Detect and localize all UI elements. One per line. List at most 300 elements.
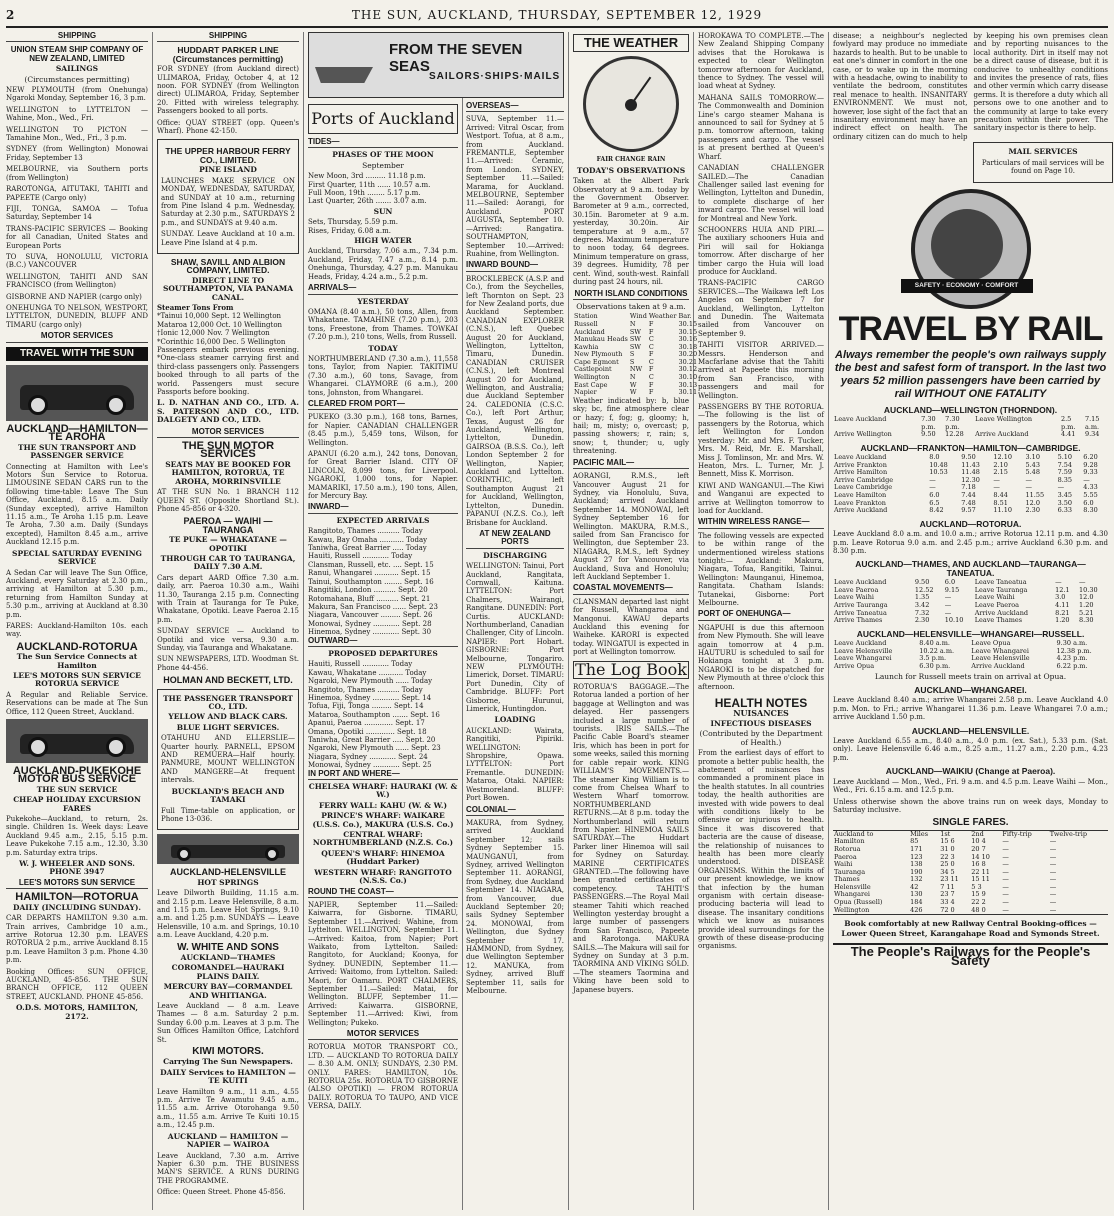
- mercury: MERCURY BAY—CORMANDEL AND WHITIANGA.: [163, 982, 293, 1000]
- departure-row: Apanui, Paeroa ............. Sept. 17: [308, 719, 425, 728]
- table-cell: 9.30 a.m.: [1056, 639, 1088, 648]
- table-cell: 6.5: [929, 498, 940, 507]
- table-cell: Auckland to: [834, 829, 874, 838]
- timetable-note: Full Time-table on application, or Phone 13-036.: [161, 806, 295, 823]
- table-cell: —: [1002, 882, 1009, 891]
- expected-row: Rangitiki, London .......... Sept. 20: [308, 586, 428, 595]
- cleared-header: CLEARED FROM PORT—: [308, 400, 458, 410]
- round-coast-text: NAPIER, September 11.—Sailed: Kaiwarra, for Gisborne. TIMARU, September 11.—Arrived: Wahine, from Lyttelton. WELLINGTON, September 11.—Arrived: Kaitoa, from Napier; Port Waikato, from Lyttelton. Sailed: Rangitoto, for Auckland; Koonya, for Sydney. DUNEDIN, September 11.—Arrived: Waitomo, from Lyttelton. Sailed: Maori, for Oamaru. PORT CHALMERS, September 11.—Sailed: Matai, for Wellington. BLUFF, September 11.—Arrived: Kaiwarra. GISBORNE, September 11.—Arrived: Kiwi, from Wellington; Pukeko.: [308, 900, 458, 1027]
- table-cell: 4.33: [1083, 483, 1098, 492]
- table-cell: 23 7: [940, 890, 955, 899]
- table-cell: C: [648, 335, 654, 344]
- table-cell: —: [1049, 867, 1057, 876]
- shipping-note: HOROKAWA TO COMPLETE.—The New Zealand Shipping Company advises that the Horokawa is expected to clear Wellington tomorrow afternoon for Auckland, thence to Sydney. The vessel will load wheat at Sydney.: [698, 32, 824, 91]
- table-cell: 130: [910, 890, 923, 899]
- wharf-row: WESTERN WHARF: RANGITOTO (N.S.S. Co.): [314, 867, 452, 886]
- round-coast-header: ROUND THE COAST—: [308, 888, 458, 898]
- barometer-icon: [583, 56, 679, 152]
- sailing-line: TRANS-PACIFIC SERVICES — Booking for all Canadian, United States and European Ports: [6, 224, 148, 250]
- table-cell: 8.0: [929, 453, 940, 462]
- high-water-header: HIGH WATER: [354, 236, 412, 246]
- route-header: AUCKLAND—WELLINGTON (THORNDON).: [883, 404, 1058, 415]
- table-cell: Kawhia: [574, 342, 599, 351]
- table-cell: 8.30: [1079, 616, 1094, 625]
- shaw-text: Passengers embark previous evening. *One-class steamer carrying first and third-class passengers only. Passengers booked through to all parts of the world. Passengers must secure Passports before booking.: [157, 346, 299, 397]
- table-cell: W: [629, 380, 637, 389]
- column-1: [6, 32, 148, 1210]
- table-cell: p.m.: [945, 422, 960, 431]
- white-title: W. WHITE AND SONS: [177, 941, 279, 953]
- seven-seas-banner: [308, 32, 564, 98]
- wharf-row: FERRY WALL: KAHU (W. & W.): [318, 800, 448, 810]
- helensville-sub: HOT SPRINGS: [197, 877, 259, 887]
- special-text: A Sedan Car will leave The Sun Office, Auckland, every Saturday at 2.30 p.m., arriving at Hamilton at 5.30 p.m., returning from Hamilton Sunday at 5.30 p.m., arriving at Auckland at 8.30 p.m.: [6, 568, 148, 619]
- table-cell: F: [648, 380, 654, 389]
- table-cell: —: [1049, 852, 1057, 861]
- table-cell: —: [1002, 875, 1009, 884]
- table-cell: 11.48: [961, 468, 980, 477]
- arrivals-header: ARRIVALS—: [308, 284, 458, 294]
- table-cell: Russell: [574, 319, 598, 328]
- booking-note: Book comfortably at new Railway Central Booking-offices — Lower Queen Street, Karangahape Road and Symonds Street.: [841, 919, 1100, 939]
- table-cell: 48 0: [971, 905, 986, 914]
- wheeler-line: W. J. WHEELER AND SONS. PHONE 3947: [19, 859, 135, 877]
- sun-motor-addr: AT THE SUN No. 1 BRANCH 112 QUEEN ST. (Opposite Shortland St.). Phone 45-856 or 4-320.: [157, 488, 299, 513]
- railway-emblem-icon: [911, 189, 1031, 309]
- table-cell: 184: [910, 898, 923, 907]
- north-island-sub: Observations taken at 9 a.m.: [576, 301, 686, 311]
- route-header: AUCKLAND—THAMES, AND AUCKLAND—TAURANGA—TANEATUA.: [855, 559, 1086, 578]
- table-cell: C: [648, 357, 654, 366]
- table-cell: S: [629, 350, 635, 359]
- forecast-key: Weather indicated by: b, blue sky; bc, fine atmosphere clear or hazy; f, fog; g, gloomy; h, hail; m, misty; o, overcast; p, passing showers; r, rain; s, snow; t, thunder; u, ugly threatening.: [573, 396, 689, 456]
- table-cell: 2.30: [914, 616, 930, 625]
- table-cell: 31 0: [940, 844, 955, 853]
- cleared-today: APANUI (6.20 a.m.), 242 tons, Donovan, for Great Barrier Island. CITY OF LINCOLN, 8,099 tons, for Liverpool. NGAROKI, 1,000 tons, for Napier. MAMARIKI, 17.50 a.m.), 190 tons, Allen, for Mercury Bay.: [308, 450, 458, 501]
- overseas-header: OVERSEAS—: [466, 102, 564, 112]
- route-text: Leave Auckland 8.0 a.m. and 10.0 a.m.; arrive Rotorua 12.11 p.m. and 4.30 p.m. Leave Rotorua 9.0 a.m. and 2.45 p.m.; arrive Auckland 6.30 p.m. and 8.30 p.m.: [833, 530, 1108, 556]
- nuisances-header: NUISANCES: [733, 708, 789, 719]
- table-cell: 25 0: [940, 860, 955, 869]
- lees-header: LEE'S MOTORS SUN SERVICE ROTORUA SERVICE: [13, 670, 141, 689]
- tides-header: TIDES—: [308, 138, 458, 148]
- column-rule: [152, 32, 153, 1210]
- table-cell: —: [1049, 837, 1057, 846]
- table-cell: Leave Waihi: [834, 593, 874, 602]
- route-subtitle: DAILY (INCLUDING SUNDAY).: [12, 902, 142, 912]
- union-title: UNION STEAM SHIP COMPANY OF NEW ZEALAND, LIMITED: [10, 45, 144, 63]
- column-6: [698, 32, 824, 1210]
- emblem-banner: SAFETY · ECONOMY · COMFORT: [901, 279, 1033, 293]
- table-cell: 30.20: [678, 350, 698, 359]
- napier-text: Leave Auckland, 7.30 a.m. Arrive Napier 6.30 p.m. THE BUSINESS MAN'S SERVICE. A RUNS DURING THE PROGRAMME.: [157, 1151, 299, 1185]
- table-cell: Arrive Tauranga: [834, 601, 888, 610]
- health-continued: disease; a neighbour's neglected fowlyard may produce no immediate hazards to health. But to be unable to eat one's dinner in comfort in the one case, or to wake up in the morning with a headache, owing to inability to ventilate the bedroom, constitutes real menace to health. INSANITARY ENVIRONMENT. We must not, however, lose sight of the fact that an insanitary environment may have an indirect effect on health. The ordinary citizen can do much to help by keeping his own premises clean and by reporting nuisances to the local authority. Dirt in itself may not be a direct cause of disease, but it is conducive to unhealthy conditions and invites the presence of rats, flies and other vermin which carry disease germs. It is therefore a duty which all persons owe to one another and to the community at large to take every precaution within their power. The sanitary inspector is there to help.: [833, 32, 1108, 141]
- inport-header: IN PORT AND WHERE—: [308, 770, 458, 780]
- table-cell: 5.43: [1025, 460, 1040, 469]
- masthead: [6, 4, 1108, 28]
- coastal-text: CLANSMAN departed last night for Russell, Whangaroa and Mangonui. KAWAU departs Auckland this evening for Waiheke. KARORI is expected today. WINGATUI is expected in port at Wellington tomorrow.: [573, 597, 689, 657]
- pine-text: LAUNCHES MAKE SERVICE ON MONDAY, WEDNESDAY, SATURDAY, and SUNDAY at 10 a.m., returning from Pine Island 4 p.m. Wednesday, Saturday at 2.30 p.m., SATURDAYS 2 p.m., and SUNDAYS at 9.40 a.m.: [161, 176, 295, 227]
- table-cell: 7.15: [1084, 414, 1100, 423]
- table-cell: 2.10: [993, 460, 1008, 469]
- table-cell: 3.45: [1057, 491, 1073, 500]
- phases-header: PHASES OF THE MOON: [332, 150, 434, 160]
- agents: L. D. NATHAN AND CO., LTD. A. S. PATERSON AND CO., LTD. DALGETY AND CO., LTD.: [157, 398, 299, 425]
- helensville-text: Leave Dilworth Building, 11.15 a.m. and 2.15 p.m. Leave Helensville, 8 a.m. and 1.15 p.m. Leave Hot Springs, 9.10 a.m. and 1.25 p.m. SUNDAYS — Leave Helensville, 10 a.m. and Springs, 10.10 a.m. Leave Auckland, 4.20 p.m.: [157, 889, 299, 940]
- infectious-header: INFECTIOUS DISEASES: [710, 718, 812, 728]
- cheap-header: CHEAP HOLIDAY EXCURSION FARES: [13, 795, 141, 813]
- table-cell: 4.11: [1055, 601, 1070, 610]
- health-notes-title: HEALTH NOTES: [714, 696, 808, 711]
- route-header: AUCKLAND—ROTORUA.: [919, 518, 1022, 529]
- table-cell: 8.35: [1057, 475, 1073, 484]
- table-cell: N: [629, 319, 636, 328]
- buckland: BUCKLAND'S BEACH AND TAMAKI: [171, 786, 285, 805]
- table-cell: NW: [629, 365, 643, 374]
- outward-header: OUTWARD—: [308, 637, 458, 647]
- table-cell: SW: [629, 327, 641, 336]
- high-water-text: Auckland, Thursday, 7.06 a.m., 7.34 p.m. Auckland, Friday, 7.47 a.m., 8.14 p.m. Onehunga, Thursday, 4.27 p.m. Manukau Heads, Friday, 4.24 a.m., 5.2 p.m.: [308, 247, 458, 281]
- table-cell: Leave Helensville: [971, 654, 1030, 663]
- steamer-header: Steamer Tons From: [157, 302, 234, 312]
- table-row: [833, 617, 1108, 625]
- table-cell: Station: [574, 312, 598, 321]
- table-cell: 132: [910, 875, 923, 884]
- sun-line: Sets, Thursday, 5.59 p.m.: [308, 218, 398, 227]
- table-cell: —: [1002, 844, 1009, 853]
- table-cell: Napier: [574, 388, 597, 397]
- sailing-line: ONEHUNGA TO NELSON, WESTPORT, LYTTELTON, DUNEDIN, BLUFF AND TIMARU (cargo only): [6, 303, 148, 329]
- table-cell: Leave Helensville: [834, 646, 893, 655]
- shipping-note: MAHANA SAILS TOMORROW.—The Commonwealth and Dominion Line's cargo steamer Mahana is announced to sail for Sydney at 5 p.m. tomorrow afternoon, taking passengers and cargo. The vessel is at present berthed at Queen's Wharf.: [698, 93, 824, 161]
- table-cell: 9.50: [961, 453, 976, 462]
- table-cell: Arrive Auckland: [975, 430, 1029, 439]
- bus-illustration: [157, 834, 299, 864]
- table-cell: 7.59: [1057, 468, 1073, 477]
- departure-row: Rangitoto, Thames .......... Today: [308, 685, 423, 694]
- expected-row: Kawau, Bay Omaha ........... Today: [308, 535, 428, 544]
- column-5: [573, 32, 698, 1210]
- shaw-title: SHAW, SAVILL AND ALBION COMPANY, LIMITED.: [170, 256, 286, 276]
- ods-line: O.D.S. MOTORS, HAMILTON, 2172.: [16, 1003, 138, 1021]
- table-cell: SW: [629, 342, 641, 351]
- table-cell: —: [1049, 860, 1057, 869]
- huddart-title: HUDDART PARKER LINE (Circumstances permitting): [172, 45, 284, 64]
- table-cell: 10.30: [1079, 585, 1098, 594]
- table-cell: Arrive Opua: [834, 662, 875, 671]
- stations-table: [573, 313, 698, 397]
- table-cell: 4.41: [1060, 430, 1076, 439]
- table-cell: 22 11: [971, 867, 990, 876]
- table-cell: 20 7: [971, 844, 986, 853]
- table-row: [573, 389, 698, 397]
- table-cell: 5.21: [1079, 608, 1094, 617]
- table-cell: Arrive Auckland: [974, 608, 1029, 617]
- expected-row: Tainui, Southampton ........ Sept. 16: [308, 577, 434, 586]
- kiwi-text: Leave Hamilton 9 a.m., 11 a.m., 4.55 p.m. Arrive Te Awamutu 9.45 a.m., 11.55 a.m. Arrive Otorohanga 9.50 a.m., 11.55 a.m. Arrive Te Kuiti 10.15 a.m., 12.45 p.m.: [157, 1087, 299, 1130]
- proposed-header: PROPOSED DEPARTURES: [328, 648, 438, 658]
- table-cell: Waihi: [834, 860, 853, 869]
- table-cell: Twelve-trip: [1049, 829, 1087, 838]
- table-cell: —: [1049, 898, 1057, 907]
- table-cell: Leave Auckland: [834, 414, 887, 423]
- table-cell: 9.34: [1084, 430, 1100, 439]
- table-cell: Rotorua: [834, 844, 861, 853]
- blue-light: BLUE LIGHT SERVICES.: [176, 722, 280, 732]
- table-cell: 9.50: [914, 578, 930, 587]
- services-footer: Office: Queen Street. Phone 45-856.: [157, 1188, 286, 1197]
- wharf-row: QUEEN'S WHARF: HINEMOA (Huddart Parker): [321, 848, 445, 867]
- paeroa-sub: TE PUKE — WHAKATANE — OPOTIKI: [169, 535, 287, 553]
- table-cell: Bar.: [678, 312, 692, 321]
- table-cell: 22 2: [971, 898, 986, 907]
- table-cell: Leave Opua: [971, 639, 1011, 648]
- table-cell: 2.5: [1060, 414, 1072, 423]
- table-cell: 3.50: [1057, 498, 1073, 507]
- table-row: [833, 663, 1108, 671]
- single-fares-header: SINGLE FARES.: [932, 817, 1009, 829]
- table-cell: Leave Whangarei: [834, 654, 892, 663]
- expected-row: Taniwha, Great Barrier ..... Today: [308, 544, 427, 553]
- table-cell: 30.21: [678, 357, 698, 366]
- expected-row: Monowai, Sydney ............ Sept. 28: [308, 619, 432, 628]
- table-cell: —: [1083, 475, 1090, 484]
- table-cell: 7 11: [940, 882, 955, 891]
- table-cell: 6.0: [929, 491, 940, 500]
- rotorua-motor-text: ROTORUA MOTOR TRANSPORT CO., LTD. — AUCKLAND TO ROTORUA DAILY — 8.30 A.M. ONLY; SUNDAYS, 2.30 P.M. ONLY. FARES: HAMILTON, 10s. ROTORUA 25s. ROTORUA TO GISBORNE (ALSO OPOTIKI) — FROM ROTORUA DAILY. ROTORUA TO TAUPO, AND VICE VERSA, DAILY.: [308, 1043, 458, 1111]
- table-cell: Wellington: [834, 905, 870, 914]
- through-text: Cars depart AARD Office 7.30 a.m. daily, arr. Paeroa 10.30 a.m., Waihi 11.30, Tauranga 2.15 p.m. Connecting with Train at Tauranga for Te Puke, Whakatane, Opotiki. Leave Paeroa 2.15 p.m.: [157, 573, 299, 624]
- contributed-note: (Contributed by the Department of Health.): [699, 729, 823, 747]
- sailing-line: WELLINGTON, TAHITI AND SAN FRANCISCO (from Wellington): [6, 272, 148, 290]
- route-subtitle: The Sun Service Connects at Hamilton: [16, 652, 138, 670]
- table-cell: Leave Wellington: [975, 414, 1033, 423]
- table-cell: —: [1002, 860, 1009, 869]
- table-cell: W: [629, 388, 637, 397]
- table-cell: Leave Waihi: [974, 593, 1015, 602]
- route-title: HAMILTON—ROTORUA: [15, 891, 139, 904]
- table-cell: 11.55: [1025, 491, 1045, 500]
- table-cell: 9.33: [1083, 468, 1098, 477]
- table-cell: 9.28: [1083, 460, 1098, 469]
- table-cell: —: [1049, 844, 1057, 853]
- table-cell: 10 4: [971, 837, 986, 846]
- table-cell: 8.21: [1055, 608, 1070, 617]
- loading-header: LOADING: [494, 715, 536, 725]
- table-cell: 6.20: [1083, 453, 1098, 462]
- table-cell: Leave Taneatua: [974, 578, 1027, 587]
- route-title: AUCKLAND—HAMILTON—TE AROHA: [6, 423, 148, 444]
- table-cell: F: [648, 350, 654, 359]
- shipping-note: CANADIAN CHALLENGER SAILED.—The Canadian Challenger sailed last evening for Wellington, Lyttelton and Dunedin, to complete discharge of her inward cargo. The vessel will load for Montreal and New York.: [698, 164, 824, 223]
- arrivals-text: OMANA (8.40 a.m.), 50 tons, Allen, from Whakatane. TAMAHINE (7.20 p.m.), 203 tons, Freestone, from Thames. TOWKAI (7.20 p.m.), 210 tons, Wells, from Russell.: [308, 307, 458, 342]
- table-cell: Leave Hamilton: [834, 491, 887, 500]
- table-cell: 30.13: [678, 380, 698, 389]
- table-cell: —: [1049, 890, 1057, 899]
- table-cell: p.m.: [921, 422, 936, 431]
- departure-row: Ngaroki, New Plymouth ...... Sept. 23: [308, 744, 441, 753]
- table-cell: Fifty-trip: [1002, 829, 1032, 838]
- table-cell: Arrive Frankton: [834, 460, 887, 469]
- column-rule: [462, 32, 463, 1210]
- table-cell: Arrive Cambridge: [834, 475, 894, 484]
- section-header: SHIPPING: [6, 32, 148, 42]
- inward-bound-header: INWARD BOUND—: [466, 261, 564, 271]
- column-rule: [568, 32, 569, 1210]
- sailing-line: NEW PLYMOUTH (from Onehunga) Ngaroki Monday, September 16, 3 p.m.: [6, 86, 148, 103]
- column-4: [466, 102, 564, 1210]
- onehunga-text: NGAPUHI is due this afternoon from New Plymouth. She will leave again tomorrow at 4 p.m. HAUTURU is scheduled to sail for Hokianga tonight at 3 p.m. NGAROKI is to be dispatched for New Plymouth at three o'clock this afternoon.: [698, 623, 824, 691]
- table-cell: 7.32: [914, 608, 930, 617]
- huddart-office: Office: QUAY STREET (opp. Queen's Wharf). Phone 42-150.: [157, 118, 299, 136]
- wireless-text: The following vessels are expected to be within range of the undermentioned wireless stations tonight:— Auckland: Makura, Niagara, Tofua, Rangitiki, Tainui. Wellington: Maunganui, Hinemoa, Rangitata. Chatham Islands: Tutanekai, Gisborne: Port Melbourne.: [698, 531, 824, 607]
- route-subtitle: THE SUN TRANSPORT AND PASSENGER SERVICE: [18, 442, 136, 461]
- table-cell: 8.51: [993, 498, 1008, 507]
- table-cell: Cape Egmont: [574, 357, 619, 366]
- mail-services-text: Particulars of mail services will be found on Page 10.: [981, 158, 1105, 176]
- table-cell: 10.53: [929, 468, 948, 477]
- car-illustration: [6, 365, 148, 421]
- fares-text: FARES: Auckland-Hamilton 10s. each way.: [6, 621, 148, 639]
- table-cell: —: [1055, 578, 1062, 587]
- table-cell: —: [1002, 852, 1009, 861]
- table-cell: 33 4: [940, 898, 955, 907]
- table-cell: Manukau Heads: [574, 335, 628, 344]
- table-cell: 8.30: [1083, 506, 1098, 515]
- table-cell: 30.18: [678, 342, 698, 351]
- route-note: Launch for Russell meets train on arrival at Opua.: [874, 671, 1067, 681]
- today-label: TODAY: [368, 343, 398, 353]
- table-cell: 171: [910, 844, 923, 853]
- timetable: [833, 454, 1108, 515]
- pacific-mail-text: AORANGI, R.M.S., left Vancouver August 21 for Sydney, via Honolulu, Suva, Auckland; arrived Auckland September 14. MONOWAI, left Sydney September 16 for Wellington. MAKURA, R.M.S., sailed from San Francisco for Wellington, due September 23. NIAGARA, R.M.S., left Sydney August 27 for Vancouver, via Auckland, Suva and Honolulu; left Auckland September 1.: [573, 472, 689, 581]
- table-cell: 6.30 p.m.: [919, 662, 951, 671]
- holman-title: HOLMAN AND BECKETT, LTD.: [163, 675, 293, 686]
- at-nz-text: WELLINGTON: Tainui, Port Auckland, Rangitata, Cornwall, Kaituna. LYTTELTON: Port Chalmers, Wairangi, Rangitane. DUNEDIN: Port Curtis. AUCKLAND: Northumberland, Canadian Challenger, City of Lincoln. NAPIER: Port Hobart. GISBORNE: Port Melbourne, Tongariro. NEW PLYMOUTH: Limerick, Dorset. TIMARU: Port Dunedin, City of Cambridge. BLUFF: Port Gisborne, Hurunui, Limerick, Huntingdon.: [466, 562, 564, 714]
- table-cell: —: [1002, 905, 1009, 914]
- departure-row: Mataroa, Southampton ....... Sept. 16: [308, 710, 440, 719]
- sun-header: SUN: [373, 206, 393, 216]
- timetable: [833, 416, 1108, 439]
- table-cell: Auckland: [574, 327, 605, 336]
- table-cell: —: [1002, 890, 1009, 899]
- departure-row: Kawau, Whakatane ........... Today: [308, 668, 427, 677]
- travel-banner: TRAVEL WITH THE SUN: [6, 347, 148, 361]
- barometer-label: FAIR CHANGE RAIN: [596, 156, 666, 164]
- observations-header: TODAY'S OBSERVATIONS: [576, 165, 686, 175]
- mail-services-header: MAIL SERVICES: [1008, 147, 1078, 157]
- coastal-header: COASTAL MOVEMENTS—: [573, 584, 689, 594]
- table-cell: 7.30: [921, 414, 936, 423]
- route-subtitle: THE SUN SERVICE: [36, 784, 118, 794]
- steamer-row: *Corinthic 16,000 Dec. 5 Wellington: [157, 337, 286, 346]
- table-cell: 12.0: [1079, 593, 1094, 602]
- table-cell: New Plymouth: [574, 350, 623, 359]
- table-cell: 23 11: [940, 875, 959, 884]
- table-cell: —: [1025, 483, 1032, 492]
- table-cell: Arrive Auckland: [971, 662, 1025, 671]
- table-cell: 1.20: [1079, 601, 1094, 610]
- colonial-header: COLONIAL—: [466, 806, 564, 816]
- table-cell: Leave Thames: [974, 616, 1023, 625]
- table-cell: 12.52: [914, 585, 934, 594]
- table-cell: 5.48: [1025, 468, 1040, 477]
- table-cell: 6.0: [1083, 498, 1094, 507]
- table-cell: 1st: [940, 829, 951, 838]
- expected-row: Rangitoto, Thames .......... Today: [308, 527, 423, 536]
- inward-bound-text: BROCKLEBECK (A.S.P. and Co.), from the Seychelles, left Thornton on Sept. 23 for New Zealand ports, due Auckland September. CANADIAN EXPLORER (C.N.S.), left Quebec August 20 for Auckland, Wellington, Lyttelton, Timaru, Dunedin. CANADIAN CRUISER (C.N.S.), left Montreal August 20 for Auckland, Wellington, and Australia; due Auckland September 24. CALEDONIA (C.S.C. Co.), left Port Arthur, Texas, August 26 for Auckland, Wellington, Lyttelton, Dunedin. GAIRSOA (B.S.S. Co.), left London September 2 for Wellington, Napier, Auckland and Lyttelton. CORINTHIC, left Southampton August 21 for Auckland, Wellington, Lyttelton, Dunedin. PAPANUI (N.Z.S. Co.), left Brisbane for Auckland.: [466, 274, 564, 527]
- table-cell: Arrive Auckland: [834, 506, 888, 515]
- travel-by-rail-title: TRAVEL BY RAIL: [838, 309, 1103, 348]
- table-row: [833, 587, 1108, 595]
- rail-tagline: Always remember the people's own railways supply the best and safest form of transport. In the last two years 52 million passengers have been carried by rail WITHOUT ONE FATALITY: [834, 348, 1107, 400]
- direct-line: DIRECT LINE TO SOUTHAMPTON, VIA PANAMA CANAL.: [162, 275, 294, 302]
- table-cell: 85: [910, 837, 919, 846]
- table-cell: 14 10: [971, 852, 990, 861]
- route-header: AUCKLAND—WHANGAREI.: [914, 685, 1027, 696]
- table-cell: F: [648, 319, 654, 328]
- table-cell: SW: [629, 335, 641, 344]
- table-cell: 3.42: [914, 601, 930, 610]
- table-cell: Tauranga: [834, 867, 866, 876]
- sun-newspapers: SUN NEWSPAPERS, LTD. Woodman St. Phone 44-456.: [157, 655, 299, 672]
- route-text: Connecting at Hamilton with Lee's Motors Sun Service to Rotorua. LIMOUSINE SEDAN CARS run to the following time-table: Leave The Sun Office, Auckland, 8.15 a.m. Daily (Sunday excepted), arrive Hamilton 11.15 a.m., Te Aroha 1.15 p.m. Leave Te Aroha, 7.30 a.m. Daily (Sundays excepted), Hamilton 8.45 a.m., arrive Auckland 12.15 p.m.: [6, 462, 148, 547]
- colonial-text: MAKURA, from Sydney, arrived Auckland September 12; sails Sydney September 15. MAUNGANUI, from Sydney, arrived Wellington September 11. AORANGI, from Sydney, due Auckland September 14. NIAGARA, from Vancouver, due Auckland September 20; sails Sydney September 24. MONOWAI, from Wellington, due Sydney September 17. HAMMOND, from Sydney, due Wellington September 12. MANUKA, from Sydney, arrived Bluff September 11, sails for Melbourne.: [466, 818, 564, 996]
- table-row: [833, 907, 1108, 915]
- table-cell: 138: [910, 860, 923, 869]
- paeroa-title: PAEROA — WAIHI — TAURANGA: [183, 516, 273, 535]
- table-cell: 15 11: [971, 875, 990, 884]
- north-island-header: NORTH ISLAND CONDITIONS: [573, 290, 689, 300]
- table-cell: S: [629, 357, 635, 366]
- departure-row: Hinemoa, Sydney ............ Sept. 14: [308, 693, 432, 702]
- table-cell: 16 8: [971, 860, 986, 869]
- table-cell: Leave Whangarei: [971, 646, 1029, 655]
- table-cell: Paeroa: [834, 852, 857, 861]
- expected-row: Makura, San Francisco ...... Sept. 23: [308, 602, 438, 611]
- table-cell: 30.11: [678, 388, 698, 397]
- table-row: [833, 431, 1108, 439]
- table-cell: 8.44: [993, 491, 1008, 500]
- route-note: Unless otherwise shown the above trains run on week days, Monday to Saturday inclusive.: [833, 797, 1108, 814]
- column-rule: [693, 32, 694, 1210]
- route-header: AUCKLAND—FRANKTON—HAMILTON—CAMBRIDGE.: [860, 442, 1081, 453]
- at-nz-ports-header: AT NEW ZEALAND PORTS: [466, 530, 564, 549]
- wharf-row: CENTRAL WHARF: NORTHUMBERLAND (N.Z.S. Co.): [312, 830, 454, 848]
- table-cell: Leave Cambridge: [834, 483, 893, 492]
- kiwi-title: KIWI MOTORS.: [192, 1046, 264, 1058]
- table-cell: Leave Frankton: [834, 498, 886, 507]
- onehunga-header: PORT OF ONEHUNGA—: [698, 610, 824, 620]
- route-text: Leave Auckland — Mon., Wed., Fri. 9 a.m. and 4.5 p.m. Leave Waihi — Mon., Wed., Fri. 6.15 a.m. and 12.5 p.m.: [833, 777, 1108, 795]
- log-book-title: The Log Book: [573, 661, 689, 679]
- table-cell: 3.5 p.m.: [919, 654, 947, 663]
- table-cell: —: [1002, 867, 1009, 876]
- sun-motor-sub: SEATS MAY BE BOOKED FOR HAMILTON, ROTORUA, TE AROHA, MORRINSVILLE: [165, 459, 291, 486]
- section-header: LEE'S MOTORS SUN SERVICE: [6, 879, 148, 889]
- ship-icon: [315, 43, 373, 83]
- table-cell: p.m.: [1060, 422, 1076, 431]
- sailing-line: TO SUVA, HONOLULU, VICTORIA (B.C.) VANCOUVER: [6, 252, 148, 270]
- expected-row: Ranui, Whangarei ........... Sept. 15: [308, 569, 431, 578]
- arrivals-today: NORTHUMBERLAND (7.30 a.m.), 11,558 tons, Taylor, from Napier. TAKITIMU (7.30 a.m.), 60 tons, Savage, from Whangarei. CLAYMORE (6 a.m.), 200 tons, Johnston, from Whangarei.: [308, 354, 458, 397]
- table-cell: Arrive Wellington: [834, 430, 892, 439]
- table-cell: —: [1002, 898, 1009, 907]
- table-cell: 30.15: [678, 319, 698, 328]
- table-cell: Leave Auckland: [834, 578, 887, 587]
- inward-header: INWARD—: [308, 503, 458, 513]
